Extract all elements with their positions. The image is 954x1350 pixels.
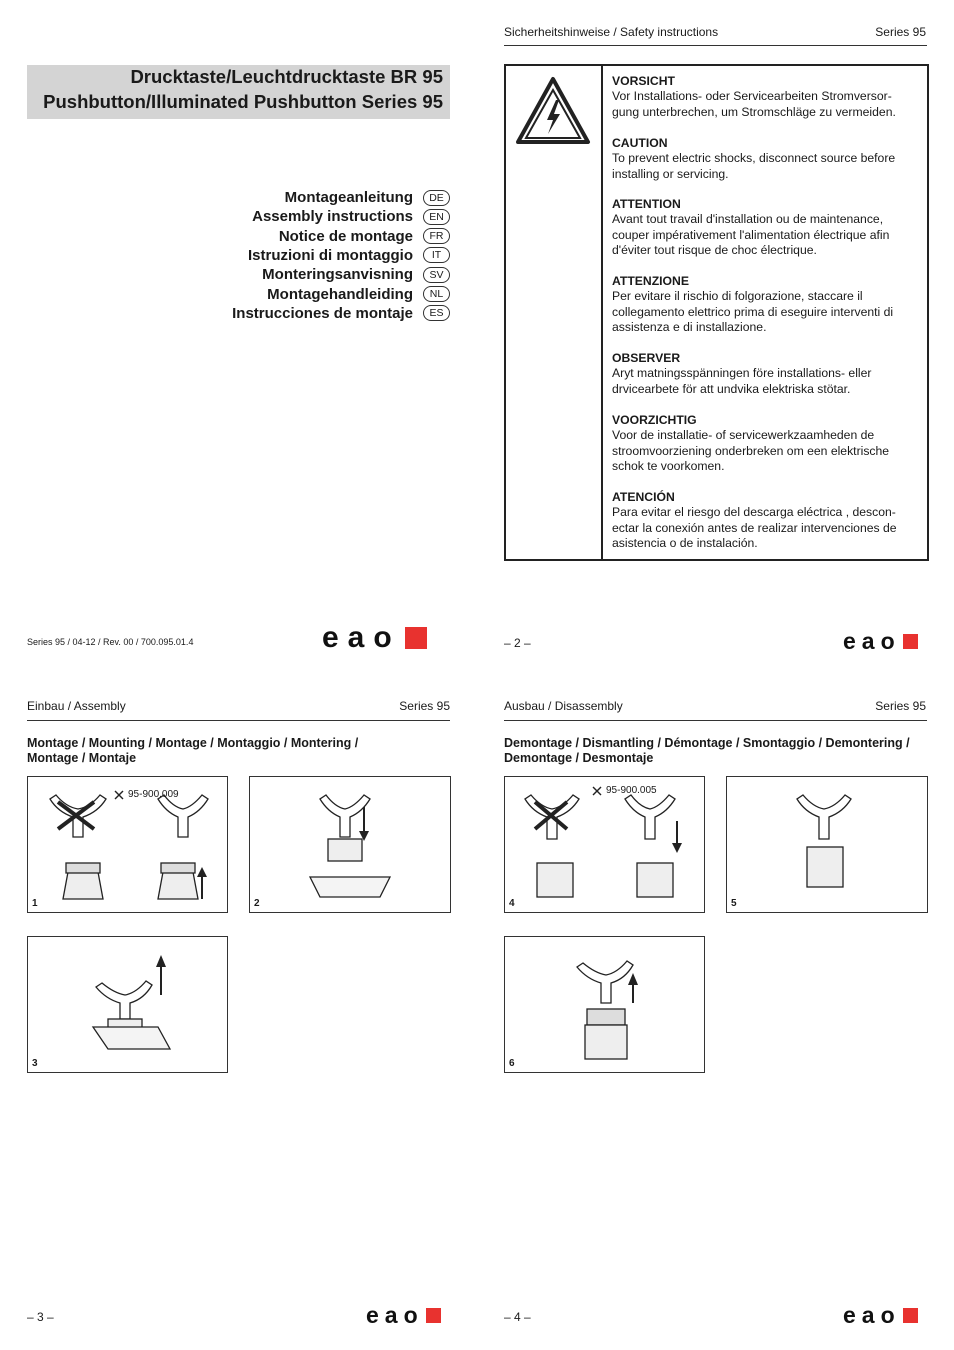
warning-heading: ATTENZIONE [612,274,689,288]
tool-code: 95-900.005 [606,785,657,796]
warning-heading: OBSERVER [612,351,681,365]
warning-block [612,197,922,259]
logo-square [903,1308,918,1323]
page3-number: – 3 – [27,1310,54,1324]
dismantling-step-illustration [505,777,704,912]
language-label: Monteringsanvisning [262,266,413,284]
mounting-step-illustration [250,777,450,912]
warning-text: Aryt matningsspänningen före installations- eller drvicearbete för att undvika elektriska stötar. [612,366,872,396]
logo-square [903,634,918,649]
warning-heading: ATENCIÓN [612,490,675,504]
language-code-badge: SV [423,267,450,283]
warning-text: Voor de installatie- of servicewerkzaamheden de stroomvoorziening onderbreken om een elektrische schok te voorkomen. [612,428,890,474]
warning-text: To prevent electric shocks, disconnect source before installing or servicing. [612,151,896,181]
page3-header-rule [27,720,450,721]
warning-block [612,351,922,397]
language-label: Notice de montage [278,227,413,245]
title-box [27,65,450,119]
title-line-1: Drucktaste/Leuchtdrucktaste BR 95 [130,66,443,87]
figure-1 [27,776,228,913]
warning-heading: VORSICHT [612,74,675,88]
logo-square [405,627,427,649]
figure-number: 1 [32,898,38,909]
warning-block [612,413,922,475]
tool-code: 95-900.009 [128,789,179,800]
figure-number: 2 [254,898,260,909]
warning-heading: CAUTION [612,136,668,150]
language-row [262,265,450,284]
language-row [267,285,450,304]
language-row [248,246,450,265]
warning-text: Per evitare il rischio di folgorazione, staccare il collegamento elettrico prima di eseguire interventi di assistenza e di installazione. [612,289,894,335]
document-reference: Series 95 / 04-12 / Rev. 00 / 700.095.01.4 [27,637,194,647]
figure-number: 6 [509,1058,515,1069]
eao-logo: eao [366,1302,441,1329]
warning-icon [515,76,591,146]
dismantling-step-illustration [505,937,704,1072]
page4-number: – 4 – [504,1310,531,1324]
language-row [232,304,450,323]
language-code-badge: IT [423,247,450,263]
language-label: Montagehandleiding [267,285,413,303]
language-code-badge: EN [423,209,450,225]
figure-3 [27,936,228,1073]
mounting-title: Montage / Mounting / Montage / Montaggio / Montering / Montage / Montaje [27,736,359,765]
language-label: Montageanleitung [284,189,413,206]
language-code-badge: DE [423,190,450,206]
figure-5 [726,776,928,913]
warning-text: Vor Installations- oder Servicearbeiten Stromversor- gung unterbrechen, um Stromschläge zu vermeiden. [612,89,896,119]
warning-heading: VOORZICHTIG [612,413,697,427]
warning-block [612,74,922,120]
page4-header-left: Ausbau / Disassembly [504,699,623,713]
page3-header-right: Series 95 [399,699,450,713]
page2-header-right: Series 95 [875,25,926,39]
language-code-badge: FR [423,228,450,244]
warning-block [612,490,922,552]
language-label: Assembly instructions [252,208,413,226]
eao-logo: eao [843,1302,918,1329]
warning-text: Para evitar el riesgo del descarga eléctrica , descon- ectar la conexión antes de realizar intervenciones de asistencia o de instalación. [612,505,897,551]
figure-number: 5 [731,898,737,909]
page4-header-rule [504,720,927,721]
figure-4 [504,776,705,913]
eao-logo: eao [322,621,427,655]
safety-box [504,64,929,561]
language-label: Istruzioni di montaggio [248,246,413,264]
language-label: Instrucciones de montaje [232,304,413,322]
language-row [252,207,450,226]
language-row [285,188,450,207]
warning-block [612,136,922,182]
page2-header-left: Sicherheitshinweise / Safety instructions [504,25,719,39]
figure-2 [249,776,451,913]
language-row [279,227,450,246]
title-line-2: Pushbutton/Illuminated Pushbutton Series 95 [43,91,443,112]
figure-6 [504,936,705,1073]
page4-header-right: Series 95 [875,699,926,713]
eao-logo: eao [843,628,918,655]
logo-square [426,1308,441,1323]
warning-block [612,274,922,336]
page2-header-rule [504,45,927,46]
warning-text: Avant tout travail d'installation ou de maintenance, couper impérativement l'alimentation électrique afin d'éviter tout risque de choc électrique. [612,212,890,258]
mounting-step-illustration [28,937,227,1072]
warning-heading: ATTENTION [612,197,681,211]
figure-number: 4 [509,898,515,909]
language-code-badge: NL [423,286,450,302]
page3-header-left: Einbau / Assembly [27,699,126,713]
dismantling-title: Demontage / Dismantling / Démontage / Smontaggio / Demontering / Demontage / Desmontaje [504,736,910,765]
figure-number: 3 [32,1058,38,1069]
page2-number: – 2 – [504,636,531,650]
language-code-badge: ES [423,305,450,321]
dismantling-step-illustration [727,777,927,912]
